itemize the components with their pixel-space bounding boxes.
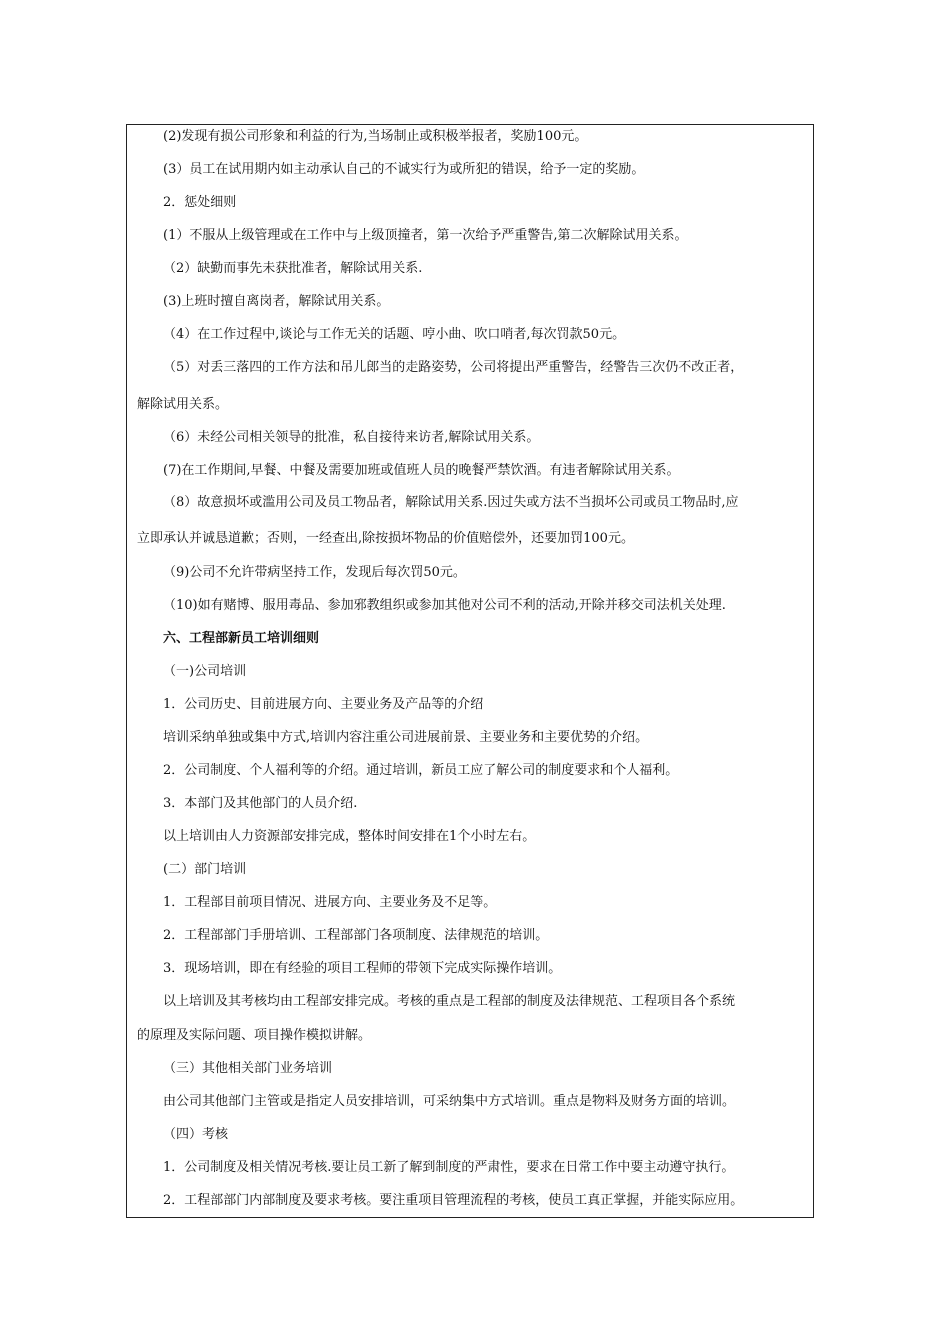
text-line: （三）其他相关部门业务培训 [163,1061,333,1076]
text-line: 1．公司历史、目前进展方向、主要业务及产品等的介绍 [163,697,484,712]
text-line: （四）考核 [163,1127,229,1142]
text-line: (二）部门培训 [163,862,247,877]
text-line: （5）对丢三落四的工作方法和吊儿郎当的走路姿势，公司将提出严重警告，经警告三次仍不改正者， [163,360,744,375]
text-line: 1．公司制度及相关情况考核.要让员工新了解到制度的严肃性，要求在日常工作中要主动遵守执行。 [163,1160,735,1175]
text-line: 培训采纳单独或集中方式,培训内容注重公司进展前景、主要业务和主要优势的介绍。 [163,730,649,745]
text-line: （2）缺勤而事先未获批准者，解除试用关系. [163,261,423,276]
text-line: 的原理及实际问题、项目操作模拟讲解。 [137,1028,372,1043]
text-line: （6）未经公司相关领导的批准，私自接待来访者,解除试用关系。 [163,430,540,445]
text-line: （10)如有赌博、服用毒品、参加邪教组织或参加其他对公司不利的活动,开除并移交司法机关处理. [163,598,726,613]
text-line: 2．工程部部门内部制度及要求考核。要注重项目管理流程的考核，使员工真正掌握，并能实际应用。 [163,1193,744,1208]
text-line: 3．本部门及其他部门的人员介绍. [163,796,358,811]
text-line: 1．工程部目前项目情况、进展方向、主要业务及不足等。 [163,895,497,910]
text-line: (1）不服从上级管理或在工作中与上级顶撞者，第一次给予严重警告,第二次解除试用关系。 [163,228,688,243]
text-line: 以上培训由人力资源部安排完成，整体时间安排在1个小时左右。 [163,829,536,844]
text-line: (7)在工作期间,早餐、中餐及需要加班或值班人员的晚餐严禁饮酒。有违者解除试用关系。 [163,463,680,478]
text-line: 2．惩处细则 [163,195,237,210]
text-line: （9)公司不允许带病坚持工作，发现后每次罚50元。 [163,565,466,580]
text-line: 2．公司制度、个人福利等的介绍。通过培训，新员工应了解公司的制度要求和个人福利。 [163,763,679,778]
text-line: 2．工程部部门手册培训、工程部部门各项制度、法律规范的培训。 [163,928,549,943]
text-line: (3)上班时擅自离岗者，解除试用关系。 [163,294,390,309]
text-line: 解除试用关系。 [137,397,229,412]
text-line: （8）故意损坏或滥用公司及员工物品者，解除试用关系.因过失或方法不当损坏公司或员工物品时,应 [163,495,739,510]
text-line: 以上培训及其考核均由工程部安排完成。考核的重点是工程部的制度及法律规范、工程项目各个系统 [163,994,736,1009]
text-line: （4）在工作过程中,谈论与工作无关的话题、哼小曲、吹口哨者,每次罚款50元。 [163,327,626,342]
text-line: 3．现场培训，即在有经验的项目工程师的带领下完成实际操作培训。 [163,961,562,976]
text-line: (3）员工在试用期内如主动承认自己的不诚实行为或所犯的错误，给予一定的奖励。 [163,162,645,177]
text-line: (2)发现有损公司形象和利益的行为,当场制止或积极举报者，奖励100元。 [163,129,588,144]
text-line: 由公司其他部门主管或是指定人员安排培训，可采纳集中方式培训。重点是物料及财务方面的培训。 [163,1094,736,1109]
section-heading: 六、工程部新员工培训细则 [163,631,320,646]
text-line: （一)公司培训 [163,664,247,679]
document-frame [126,124,814,1218]
text-line: 立即承认并诚恳道歉；否则，一经查出,除按损坏物品的价值赔偿外，还要加罚100元。 [137,531,634,546]
